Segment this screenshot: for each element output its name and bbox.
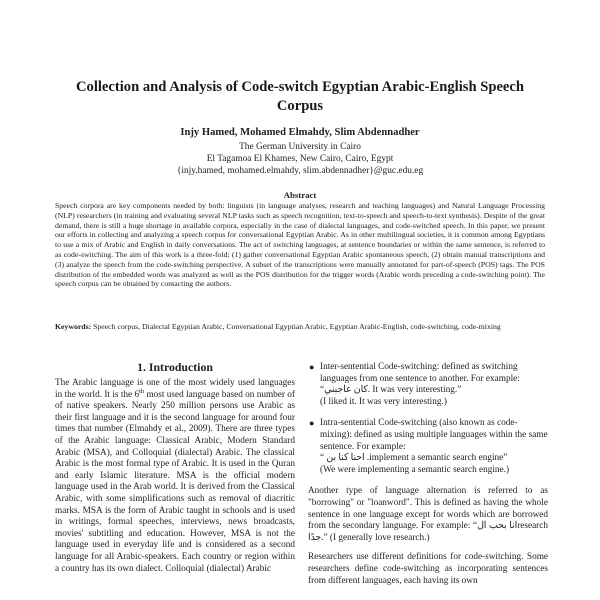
bullet-text: Intra-sentential Code-switching (also known as code-mixing): defined as using multiple languages within the same sentence. For example: — [320, 418, 548, 452]
author-emails: {injy.hamed, mohamed.elmahdy, slim.abdennadher}@guc.edu.eg — [176, 166, 424, 177]
bullet-example: “كان عاجبني. It was very interesting.” — [320, 385, 462, 396]
bullet-translation: (I liked it. It was very interesting.) — [320, 396, 447, 407]
paper-authors: Injy Hamed, Mohamed Elmahdy, Slim Abdennadher — [180, 127, 420, 138]
bullet-dot-icon: ● — [309, 418, 315, 429]
keywords-label: Keywords: — [55, 322, 92, 331]
abstract-text: Speech corpora are key components needed by both: linguists (in language analyses, research and teaching languages) and Natural Language Processing (NLP) researchers (in training and evaluating several NLP tasks such as speech recognition, text-to-speech and speech-to-text synthesis). Despite of the great demand, there is still a huge shortage in available corpora, especially in the case of dialectal languages, and code-switched speech. In this paper, we present our efforts in collecting and analyzing a speech corpus for conversational Egyptian Arabic. As in other multilingual societies, it is common among Egyptians to use a mix of Arabic and English in daily conversations. The act of switching languages, at sentence boundaries or within the same sentence, is referred to as code-switching. The aim of this work is a three-fold: (1) gather conversational Egyptian Arabic spontaneous speech, (2) obtain manual transcriptions and (3) analyze the speech from the code-switching perspective. A subset of the transcriptions were manually annotated for part-of-speech (POS) tags. The POS distribution of the embedded words was analyzed as well as the POS distribution for the trigger words (Arabic words preceding a code-switching point). The speech corpus can be obtained by contacting the authors. — [55, 201, 545, 289]
bullet-text: Inter-sentential Code-switching: defined as switching languages from one sentence to another. For example: — [320, 362, 520, 384]
intro-text: The Arabic language is one of the most widely used languages in the world. It is the 6 — [55, 378, 295, 400]
left-column-text — [55, 378, 295, 575]
affiliation-line: The German University in Cairo — [239, 142, 361, 152]
bullet-example: “ احنا كنا بن .implement a semantic search engine” — [320, 453, 508, 464]
affiliation-block — [60, 141, 540, 178]
bullet-inter-sentential — [308, 362, 548, 408]
paper-title: Collection and Analysis of Code-switch Egyptian Arabic-English Speech Corpus — [75, 79, 524, 114]
intro-text-continued: most used language based on number of of native speakers. Nearly 250 million persons use Arabic as their first language and it is the second language for around four times that number (Elmahdy et al., 2009). There are three types of the Arabic language: Classical Arabic, Modern Standard Arabic (MSA), and Colloquial (dialectal) Arabic. The classical Arabic is the most formal type of Arabic. It is used in the Quran and early Islamic literature. MSA is the official modern language used in the Arab world. It is derived from the Classical Arabic, with some simplifications such as removal of diacritic marks. MSA is the form of Arabic taught in schools and is used in writings, formal speeches, interviews, news broadcasts, movies' subtitling and education. However, MSA is not the language used in everyday life and is considered as a second language for all Arabic-speakers. Each country or region within a country has its own dialect. Colloquial (dialectal) Arabic — [55, 389, 295, 574]
keywords — [55, 322, 545, 332]
bullet-intra-sentential — [308, 418, 548, 476]
definitions-paragraph: Researchers use different definitions for code-switching. Some researchers define code-switching as incorporating sentences from different languages, each having its own — [308, 552, 548, 586]
right-column — [308, 362, 548, 595]
ordinal-superscript: th — [139, 387, 145, 395]
keywords-list: Speech corpus, Dialectal Egyptian Arabic, Conversational Egyptian Arabic, Egyptian Arabic-English, code-switching, code-mixing — [93, 322, 501, 331]
section-heading-introduction: 1. Introduction — [137, 360, 213, 374]
borrowing-paragraph: Another type of language alternation is referred to as "borrowing" or "loanword". This is defined as having the whole sentence in one language except for words which are borrowed from the secondary language. For example: “انا بحب الresearch جدًا.” (I generally love research.) — [308, 486, 548, 543]
affiliation-line: El Tagamoa El Khames, New Cairo, Cairo, Egypt — [206, 154, 394, 165]
bullet-dot-icon: ● — [309, 362, 315, 372]
abstract-heading: Abstract — [283, 190, 317, 200]
bullet-translation: (We were implementing a semantic search engine.) — [320, 464, 510, 475]
